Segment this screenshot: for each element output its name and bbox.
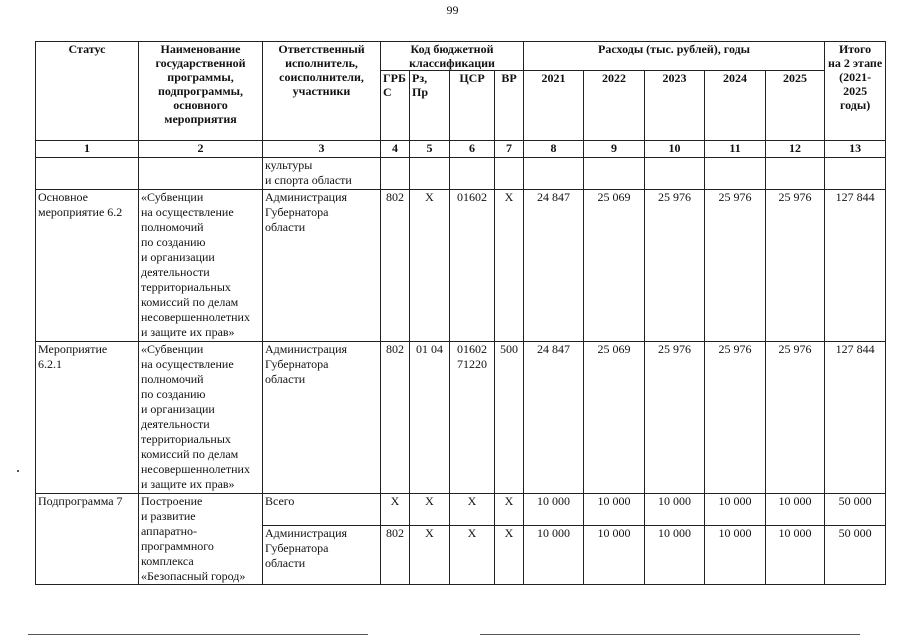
table-row [36, 342, 886, 494]
cell-vr: X [495, 494, 524, 526]
cell-2024: 25 976 [705, 342, 766, 494]
header-expenses: Расходы (тыс. рублей), годы [524, 42, 825, 71]
header-name: Наименование государственной программы, подпрограммы, основного мероприятия [139, 42, 263, 141]
page-number: 99 [446, 3, 459, 17]
col-num: 6 [450, 141, 495, 158]
cell-name: «Субвенции на осуществление полномочий по созданию и организации деятельности территориальных комиссий по делам несовершеннолетних и защите их прав» [139, 342, 263, 494]
cell-2025: 25 976 [766, 190, 825, 342]
cell-total: 127 844 [825, 190, 886, 342]
header-year-2021: 2021 [524, 71, 584, 141]
table-row [36, 158, 886, 190]
header-status: Статус [36, 42, 139, 141]
cell-status: Мероприятие 6.2.1 [36, 342, 139, 494]
cell-2021 [524, 158, 584, 190]
cell-responsible: Администрация Губернатора области [263, 342, 381, 494]
header-year-2025: 2025 [766, 71, 825, 141]
cell-name: Построение и развитие аппаратно- программного комплекса «Безопасный город» [139, 494, 263, 585]
col-num: 8 [524, 141, 584, 158]
cell-status: Основное мероприятие 6.2 [36, 190, 139, 342]
cell-rzpr [410, 158, 450, 190]
cell-csr: 01602 [450, 190, 495, 342]
cell-total: 50 000 [825, 494, 886, 526]
cell-grbs [381, 158, 410, 190]
cell-vr: X [495, 190, 524, 342]
cell-rzpr: 01 04 [410, 342, 450, 494]
header-year-2022: 2022 [584, 71, 645, 141]
cell-2023: 10 000 [645, 526, 705, 585]
header-rzpr: Рз, Пр [410, 71, 450, 141]
budget-table [35, 41, 886, 585]
header-responsible: Ответственный исполнитель, соисполнители, участники [263, 42, 381, 141]
col-num: 7 [495, 141, 524, 158]
header-total: Итого на 2 этапе (2021- 2025 годы) [825, 42, 886, 141]
cell-grbs: 802 [381, 342, 410, 494]
cell-responsible: Всего [263, 494, 381, 526]
col-num: 13 [825, 141, 886, 158]
cell-vr: X [495, 526, 524, 585]
cell-csr: 01602 71220 [450, 342, 495, 494]
column-number-row [36, 141, 886, 158]
cell-csr [450, 158, 495, 190]
header-grbs: ГРБ С [381, 71, 410, 141]
col-num: 9 [584, 141, 645, 158]
cell-status [36, 158, 139, 190]
col-num: 10 [645, 141, 705, 158]
cell-2022: 25 069 [584, 342, 645, 494]
cell-2024: 10 000 [705, 494, 766, 526]
table-row [36, 494, 886, 526]
col-num: 1 [36, 141, 139, 158]
cell-2023 [645, 158, 705, 190]
col-num: 12 [766, 141, 825, 158]
cell-2021: 10 000 [524, 526, 584, 585]
cell-2025: 10 000 [766, 494, 825, 526]
cell-vr: 500 [495, 342, 524, 494]
header-vr: ВР [495, 71, 524, 141]
cell-csr: X [450, 494, 495, 526]
header-budget-code: Код бюджетной классификации [381, 42, 524, 71]
cell-2025: 25 976 [766, 342, 825, 494]
scan-edge-line [28, 634, 368, 635]
cell-name: «Субвенции на осуществление полномочий по созданию и организации деятельности территориальных комиссий по делам несовершеннолетних и защите их прав» [139, 190, 263, 342]
cell-2023: 25 976 [645, 342, 705, 494]
cell-2025 [766, 158, 825, 190]
scan-edge-dot [17, 470, 19, 472]
cell-name [139, 158, 263, 190]
cell-2023: 25 976 [645, 190, 705, 342]
cell-2022: 10 000 [584, 526, 645, 585]
cell-2022 [584, 158, 645, 190]
cell-2022: 25 069 [584, 190, 645, 342]
header-csr: ЦСР [450, 71, 495, 141]
col-num: 4 [381, 141, 410, 158]
header-year-2024: 2024 [705, 71, 766, 141]
cell-2022: 10 000 [584, 494, 645, 526]
col-num: 11 [705, 141, 766, 158]
scan-edge-line [480, 634, 860, 635]
cell-2021: 24 847 [524, 342, 584, 494]
cell-2021: 10 000 [524, 494, 584, 526]
cell-responsible: культуры и спорта области [263, 158, 381, 190]
cell-2024: 10 000 [705, 526, 766, 585]
col-num: 2 [139, 141, 263, 158]
cell-total [825, 158, 886, 190]
cell-grbs: 802 [381, 190, 410, 342]
cell-total: 127 844 [825, 342, 886, 494]
col-num: 3 [263, 141, 381, 158]
table-row [36, 190, 886, 342]
cell-2023: 10 000 [645, 494, 705, 526]
col-num: 5 [410, 141, 450, 158]
cell-grbs: X [381, 494, 410, 526]
cell-responsible: Администрация Губернатора области [263, 526, 381, 585]
cell-rzpr: X [410, 190, 450, 342]
header-year-2023: 2023 [645, 71, 705, 141]
cell-2024: 25 976 [705, 190, 766, 342]
cell-grbs: 802 [381, 526, 410, 585]
cell-status: Подпрограмма 7 [36, 494, 139, 585]
cell-vr [495, 158, 524, 190]
cell-rzpr: X [410, 494, 450, 526]
cell-2024 [705, 158, 766, 190]
cell-2025: 10 000 [766, 526, 825, 585]
cell-2021: 24 847 [524, 190, 584, 342]
cell-csr: X [450, 526, 495, 585]
cell-rzpr: X [410, 526, 450, 585]
cell-total: 50 000 [825, 526, 886, 585]
cell-responsible: Администрация Губернатора области [263, 190, 381, 342]
